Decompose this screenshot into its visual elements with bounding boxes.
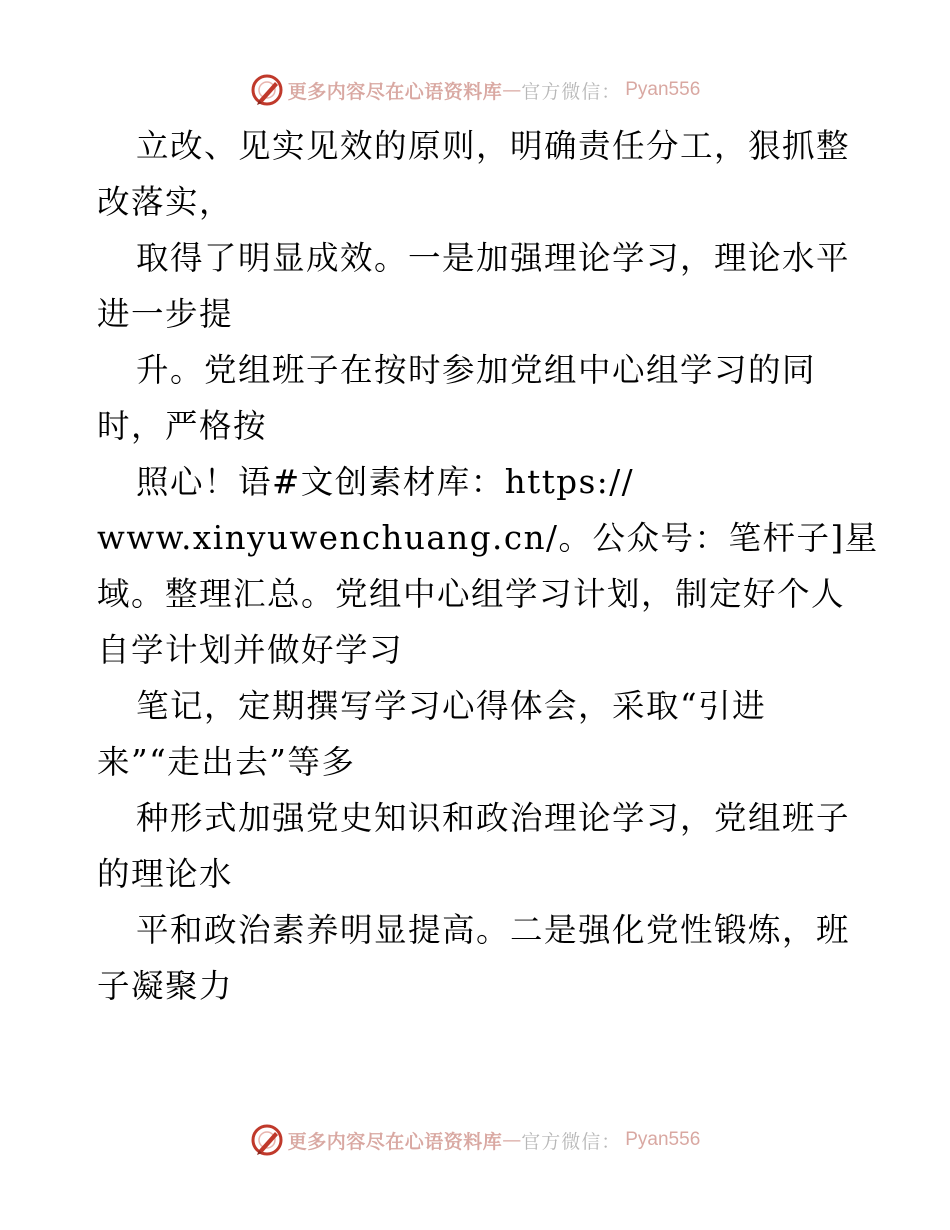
body-line: 的理论水 [97, 855, 234, 893]
document-body [97, 118, 879, 1014]
header-watermark-banner [0, 70, 950, 110]
body-line: 进一步提 [97, 295, 234, 333]
body-line: 域。整理汇总。党组中心组学习计划，制定好个人 [97, 575, 846, 613]
body-line-url: www.xinyuwenchuang.cn/。公众号：笔杆子]星 [97, 519, 879, 557]
banner-separator: — [502, 79, 522, 101]
banner-site-name: 更多内容尽在心语资料库 [287, 1130, 503, 1153]
body-line: 来”“走出去”等多 [97, 743, 356, 781]
banner-separator: — [502, 1129, 522, 1151]
banner-wechat-label: 官方微信： [521, 1130, 622, 1153]
pen-logo-icon [250, 1123, 284, 1157]
body-line: 立改、见实见效的原则，明确责任分工，狠抓整 [136, 127, 851, 165]
footer-watermark-banner [0, 1120, 950, 1160]
body-line: 改落实， [97, 183, 234, 221]
body-line: 时，严格按 [97, 407, 268, 445]
body-line: 取得了明显成效。一是加强理论学习，理论水平 [136, 239, 851, 277]
body-line: 平和政治素养明显提高。二是强化党性锻炼，班 [136, 911, 851, 949]
banner-wechat-id: Pyan556 [625, 1129, 701, 1150]
body-line: 自学计划并做好学习 [97, 631, 404, 669]
body-line: 笔记，定期撰写学习心得体会，采取“引进 [136, 687, 767, 725]
body-line: 种形式加强党史知识和政治理论学习，党组班子 [136, 799, 851, 837]
body-line: 子凝聚力 [97, 967, 234, 1005]
body-line: 升。党组班子在按时参加党组中心组学习的同 [136, 351, 817, 389]
pen-logo-icon [250, 73, 284, 107]
banner-wechat-id: Pyan556 [625, 79, 701, 100]
banner-wechat-label: 官方微信： [521, 80, 622, 103]
banner-site-name: 更多内容尽在心语资料库 [287, 80, 503, 103]
body-line: 照心！语#文创素材库：https:// [136, 463, 635, 501]
